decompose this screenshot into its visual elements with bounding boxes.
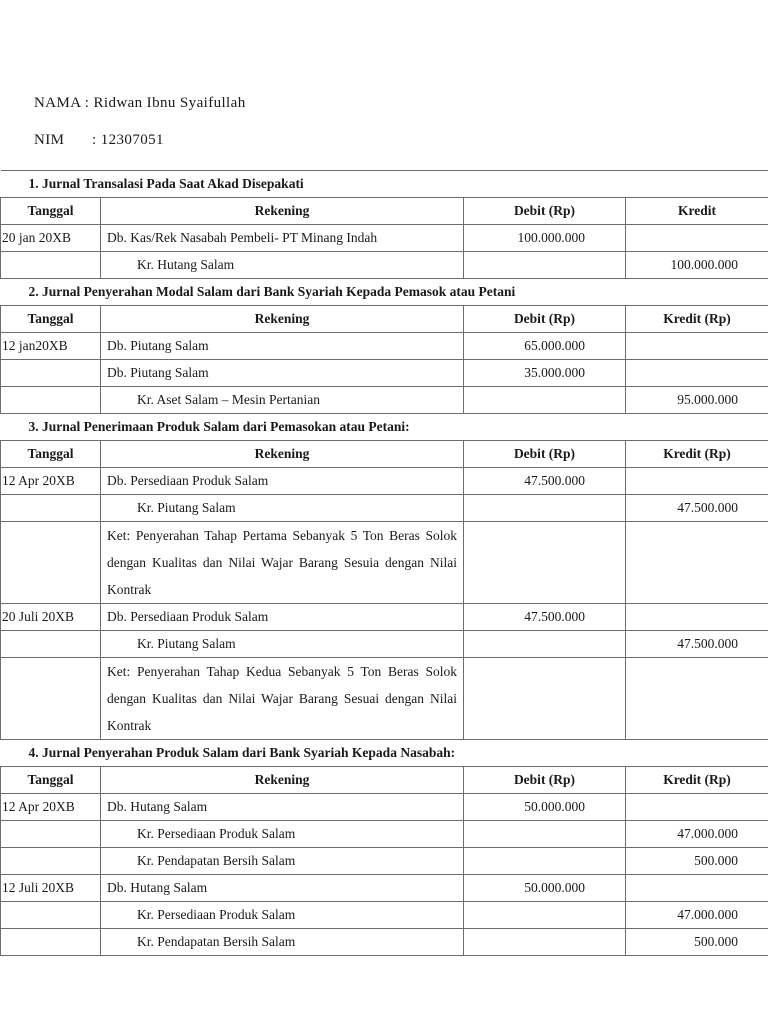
column-header-row [1, 306, 768, 333]
journal-row [1, 848, 768, 875]
date-cell: 12 Apr 20XB [1, 468, 101, 495]
date-cell: 20 jan 20XB [1, 225, 101, 252]
debit-cell [464, 495, 626, 522]
account-cell: Kr. Aset Salam – Mesin Pertanian [101, 387, 464, 414]
account-cell: Kr. Persediaan Produk Salam [101, 902, 464, 929]
column-date-header: Tanggal [1, 441, 101, 468]
column-date-header: Tanggal [1, 306, 101, 333]
journal-row [1, 821, 768, 848]
section-title: 4. Jurnal Penyerahan Produk Salam dari Bank Syariah Kepada Nasabah: [1, 740, 768, 767]
date-cell [1, 821, 101, 848]
account-cell: Db. Hutang Salam [101, 794, 464, 821]
journal-row [1, 875, 768, 902]
date-cell [1, 387, 101, 414]
note-row [1, 522, 768, 604]
credit-cell [626, 794, 768, 821]
credit-cell: 100.000.000 [626, 252, 768, 279]
column-credit-header: Kredit (Rp) [626, 306, 768, 333]
credit-cell [626, 875, 768, 902]
journal-row [1, 929, 768, 956]
date-cell: 12 Juli 20XB [1, 875, 101, 902]
section-title-row [1, 740, 768, 767]
credit-cell: 500.000 [626, 848, 768, 875]
account-cell: Kr. Persediaan Produk Salam [101, 821, 464, 848]
debit-cell: 47.500.000 [464, 604, 626, 631]
account-cell: Db. Hutang Salam [101, 875, 464, 902]
date-cell [1, 631, 101, 658]
credit-cell: 47.000.000 [626, 821, 768, 848]
nim-value: : 12307051 [92, 132, 164, 148]
journal-row [1, 225, 768, 252]
column-account-header: Rekening [101, 198, 464, 225]
note-cell: Ket: Penyerahan Tahap Pertama Sebanyak 5 Ton Beras Solok dengan Kualitas dan Nilai Wajar Barang Sesuia dengan Nilai Kontrak [101, 522, 464, 604]
student-name: NAMA : Ridwan Ibnu Syaifullah [34, 95, 246, 111]
account-cell: Db. Kas/Rek Nasabah Pembeli- PT Minang Indah [101, 225, 464, 252]
date-cell [1, 252, 101, 279]
section-title-row [1, 279, 768, 306]
journal-table [0, 170, 768, 956]
date-cell [1, 360, 101, 387]
account-cell: Db. Piutang Salam [101, 360, 464, 387]
debit-cell [464, 631, 626, 658]
date-cell [1, 522, 101, 604]
date-cell [1, 848, 101, 875]
credit-cell [626, 604, 768, 631]
date-cell [1, 929, 101, 956]
debit-cell [464, 902, 626, 929]
column-header-row [1, 198, 768, 225]
credit-cell [626, 225, 768, 252]
credit-cell: 47.000.000 [626, 902, 768, 929]
credit-cell [626, 522, 768, 604]
debit-cell [464, 252, 626, 279]
account-cell: Db. Piutang Salam [101, 333, 464, 360]
column-date-header: Tanggal [1, 767, 101, 794]
note-cell: Ket: Penyerahan Tahap Kedua Sebanyak 5 Ton Beras Solok dengan Kualitas dan Nilai Wajar Barang Sesuai dengan Nilai Kontrak [101, 658, 464, 740]
debit-cell: 50.000.000 [464, 875, 626, 902]
column-debit-header: Debit (Rp) [464, 198, 626, 225]
account-cell: Db. Persediaan Produk Salam [101, 604, 464, 631]
journal-row [1, 333, 768, 360]
credit-cell: 47.500.000 [626, 495, 768, 522]
section-title-row [1, 171, 768, 198]
column-debit-header: Debit (Rp) [464, 306, 626, 333]
credit-cell: 95.000.000 [626, 387, 768, 414]
column-header-row [1, 767, 768, 794]
debit-cell: 35.000.000 [464, 360, 626, 387]
section-title-row [1, 414, 768, 441]
section-title: 2. Jurnal Penyerahan Modal Salam dari Bank Syariah Kepada Pemasok atau Petani [1, 279, 768, 306]
column-account-header: Rekening [101, 441, 464, 468]
date-cell [1, 902, 101, 929]
journal-row [1, 495, 768, 522]
journal-row [1, 387, 768, 414]
debit-cell [464, 821, 626, 848]
account-cell: Kr. Piutang Salam [101, 631, 464, 658]
debit-cell [464, 848, 626, 875]
journal-row [1, 468, 768, 495]
account-cell: Kr. Pendapatan Bersih Salam [101, 929, 464, 956]
debit-cell [464, 387, 626, 414]
date-cell: 12 jan20XB [1, 333, 101, 360]
debit-cell [464, 522, 626, 604]
journal-table-body [1, 171, 768, 956]
column-date-header: Tanggal [1, 198, 101, 225]
date-cell: 12 Apr 20XB [1, 794, 101, 821]
account-cell: Kr. Hutang Salam [101, 252, 464, 279]
credit-cell [626, 333, 768, 360]
credit-cell [626, 468, 768, 495]
section-title: 3. Jurnal Penerimaan Produk Salam dari Pemasokan atau Petani: [1, 414, 768, 441]
debit-cell: 47.500.000 [464, 468, 626, 495]
column-credit-header: Kredit (Rp) [626, 441, 768, 468]
journal-row [1, 631, 768, 658]
debit-cell: 50.000.000 [464, 794, 626, 821]
debit-cell: 65.000.000 [464, 333, 626, 360]
note-row [1, 658, 768, 740]
journal-row [1, 902, 768, 929]
date-cell [1, 495, 101, 522]
account-cell: Kr. Pendapatan Bersih Salam [101, 848, 464, 875]
student-nim-row [34, 132, 164, 149]
nim-label: NIM [34, 132, 65, 148]
column-account-header: Rekening [101, 306, 464, 333]
debit-cell [464, 658, 626, 740]
debit-cell [464, 929, 626, 956]
journal-row [1, 360, 768, 387]
debit-cell: 100.000.000 [464, 225, 626, 252]
credit-cell [626, 360, 768, 387]
column-header-row [1, 441, 768, 468]
date-cell [1, 658, 101, 740]
account-cell: Db. Persediaan Produk Salam [101, 468, 464, 495]
section-title: 1. Jurnal Transalasi Pada Saat Akad Disepakati [1, 171, 768, 198]
journal-row [1, 604, 768, 631]
journal-row [1, 794, 768, 821]
credit-cell: 500.000 [626, 929, 768, 956]
column-credit-header: Kredit (Rp) [626, 767, 768, 794]
account-cell: Kr. Piutang Salam [101, 495, 464, 522]
column-account-header: Rekening [101, 767, 464, 794]
journal-row [1, 252, 768, 279]
credit-cell [626, 658, 768, 740]
column-credit-header: Kredit [626, 198, 768, 225]
credit-cell: 47.500.000 [626, 631, 768, 658]
column-debit-header: Debit (Rp) [464, 441, 626, 468]
column-debit-header: Debit (Rp) [464, 767, 626, 794]
date-cell: 20 Juli 20XB [1, 604, 101, 631]
